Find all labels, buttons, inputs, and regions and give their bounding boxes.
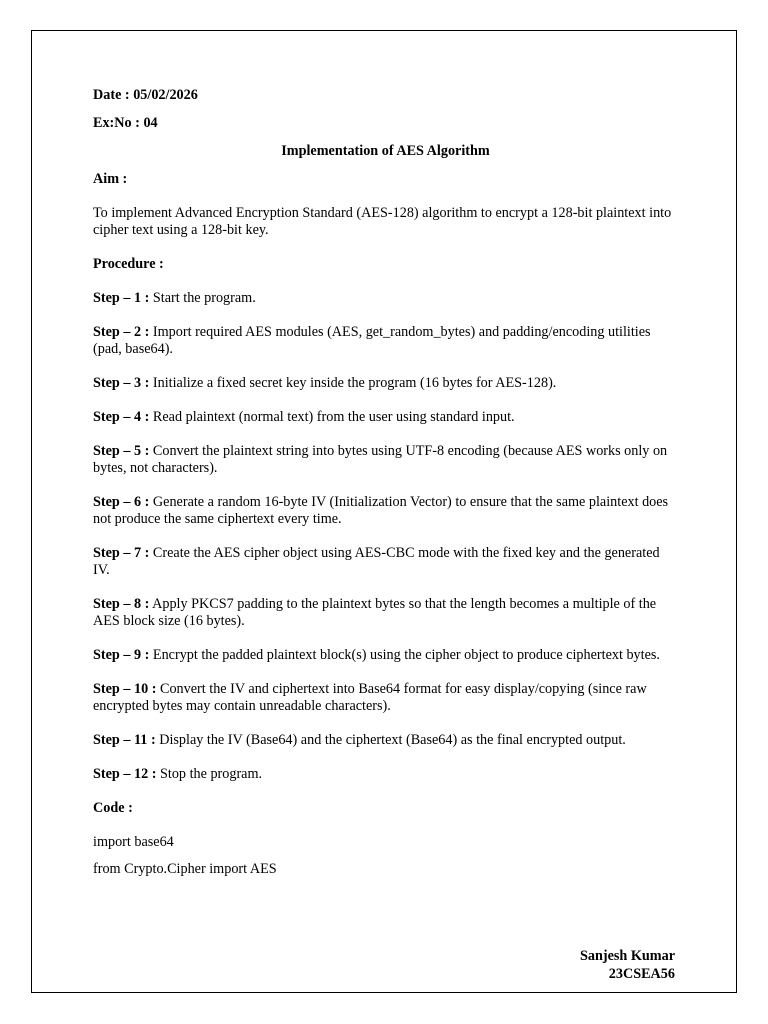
step-1 (93, 290, 678, 307)
date-value: 05/02/2026 (133, 87, 198, 103)
step-label: Step – 5 : (93, 443, 150, 459)
signature-roll: 23CSEA56 (608, 966, 675, 982)
step-label: Step – 11 : (93, 732, 156, 748)
code-line-2: from Crypto.Cipher import AES (93, 861, 277, 877)
page-title: Implementation of AES Algorithm (281, 143, 490, 159)
step-7 (93, 545, 678, 579)
step-10 (93, 681, 678, 715)
step-label: Step – 4 : (93, 409, 150, 425)
step-label: Step – 6 : (93, 494, 150, 510)
step-label: Step – 1 : (93, 290, 150, 306)
document-body (93, 87, 678, 878)
step-2 (93, 324, 678, 358)
step-text: Read plaintext (normal text) from the user using standard input. (149, 409, 515, 425)
step-label: Step – 10 : (93, 681, 157, 697)
step-text: Display the IV (Base64) and the ciphertext (Base64) as the final encrypted output. (155, 732, 626, 748)
code-line-1: import base64 (93, 834, 174, 850)
step-text: Stop the program. (156, 766, 263, 782)
step-text: Convert the plaintext string into bytes using UTF-8 encoding (because AES works only on bytes, not characters). (93, 443, 668, 476)
exno-line (93, 115, 678, 132)
step-label: Step – 12 : (93, 766, 157, 782)
step-label: Step – 8 : (93, 596, 150, 612)
exno-value: 04 (143, 115, 158, 131)
step-5 (93, 443, 678, 477)
step-text: Initialize a fixed secret key inside the program (16 bytes for AES-128). (149, 375, 557, 391)
step-label: Step – 2 : (93, 324, 150, 340)
step-6 (93, 494, 678, 528)
step-label: Step – 3 : (93, 375, 150, 391)
date-line (93, 87, 678, 104)
step-4 (93, 409, 678, 426)
signature-name: Sanjesh Kumar (580, 948, 675, 964)
code-heading: Code : (93, 800, 133, 816)
step-text: Apply PKCS7 padding to the plaintext bytes so that the length becomes a multiple of the AES block size (16 bytes). (93, 596, 657, 629)
step-text: Encrypt the padded plaintext block(s) using the cipher object to produce ciphertext bytes. (149, 647, 660, 663)
procedure-heading: Procedure : (93, 256, 164, 272)
step-text: Generate a random 16-byte IV (Initialization Vector) to ensure that the same plaintext does not produce the same ciphertext every time. (93, 494, 669, 527)
step-12 (93, 766, 678, 783)
step-11 (93, 732, 678, 749)
step-label: Step – 7 : (93, 545, 150, 561)
step-9 (93, 647, 678, 664)
aim-text: To implement Advanced Encryption Standard (AES-128) algorithm to encrypt a 128-bit plaintext into cipher text using a 128-bit key. (93, 205, 672, 238)
code-block (93, 834, 678, 878)
step-text: Import required AES modules (AES, get_random_bytes) and padding/encoding utilities (pad, base64). (93, 324, 651, 357)
procedure-steps (93, 290, 678, 783)
exno-label: Ex:No : (93, 115, 144, 131)
signature-block (580, 947, 675, 983)
date-label: Date : (93, 87, 134, 103)
step-text: Convert the IV and ciphertext into Base64 format for easy display/copying (since raw encrypted bytes may contain unreadable characters). (93, 681, 647, 714)
step-text: Create the AES cipher object using AES-CBC mode with the fixed key and the generated IV. (93, 545, 660, 578)
step-3 (93, 375, 678, 392)
step-text: Start the program. (149, 290, 256, 306)
step-8 (93, 596, 678, 630)
step-label: Step – 9 : (93, 647, 150, 663)
aim-heading: Aim : (93, 171, 128, 187)
